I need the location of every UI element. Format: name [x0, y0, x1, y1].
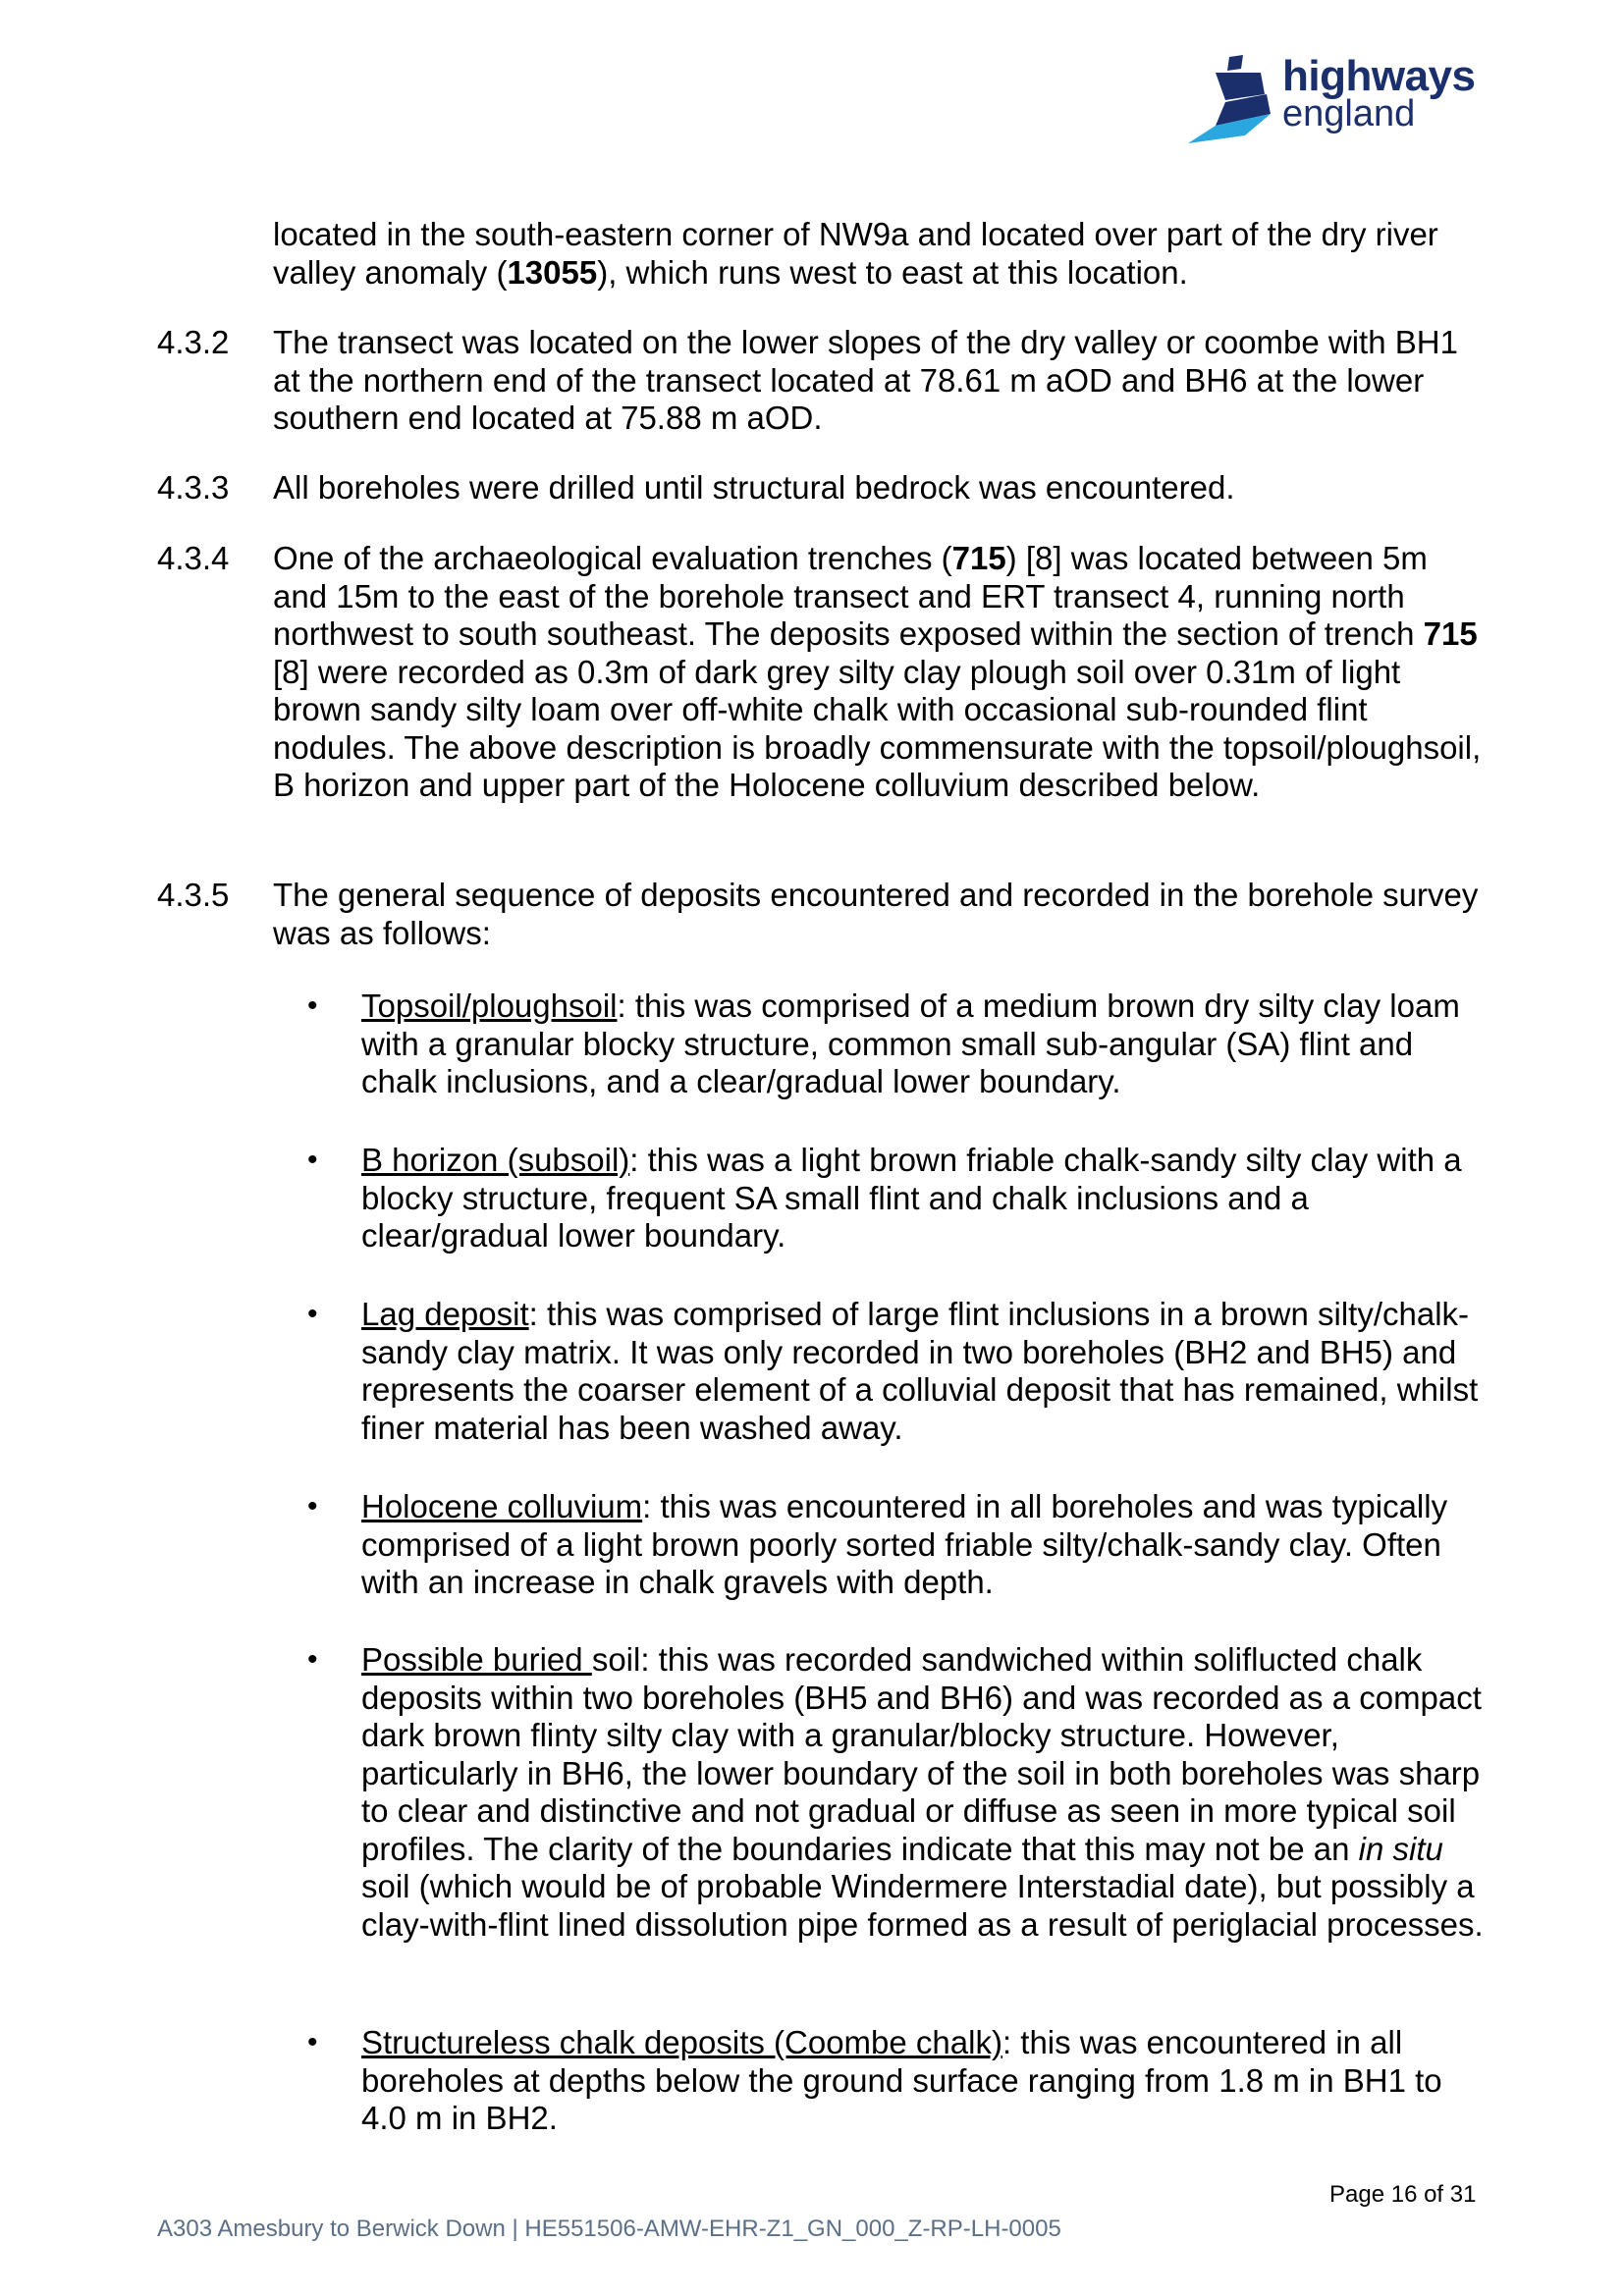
paragraph-text: The transect was located on the lower slopes of the dry valley or coombe with BH1 at the northern end of the transect located at 78.61 m aOD and BH6 at the lower southern end located at 75.88 m aOD.: [273, 324, 1458, 436]
highways-england-logo: [1186, 52, 1481, 145]
logo-line2: england: [1282, 93, 1416, 134]
bullet-term: Structureless chalk deposits (Coombe chalk): [361, 2024, 1002, 2060]
paragraph-number: 4.3.3: [157, 469, 230, 506]
paragraph-text: All boreholes were drilled until structural bedrock was encountered.: [273, 469, 1235, 506]
bullet-icon: •: [307, 2026, 318, 2058]
bullet-icon: •: [307, 1298, 318, 1330]
bullet-term: Possible buried: [361, 1641, 592, 1678]
logo-mark-icon: [1186, 55, 1276, 145]
bullet-term: Holocene colluvium: [361, 1488, 643, 1524]
anomaly-ref: 13055: [507, 253, 598, 291]
paragraph-text: One of the archaeological evaluation trenches (715) [8] was located between 5m and 15m to the east of the borehole transect and ERT transect 4, running north northwest to south southeast. The deposits exposed within the section of trench 715 [8] were recorded as 0.3m of dark grey silty clay plough soil over 0.31m of light brown sandy silty loam over off-white chalk with occasional sub-rounded flint nodules. The above description is broadly commensurate with the topsoil/ploughsoil, B horizon and upper part of the Holocene colluvium described below.: [273, 540, 1482, 803]
bullet-term: Lag deposit: [361, 1296, 529, 1332]
paragraph-number: 4.3.4: [157, 540, 230, 576]
paragraph-number: 4.3.2: [157, 324, 230, 360]
bullet-icon: •: [307, 989, 318, 1022]
bullet-icon: •: [307, 1643, 318, 1676]
bullet-term: B horizon (subsoil): [361, 1142, 630, 1178]
logo-line1: highways: [1282, 52, 1476, 100]
paragraph-number: 4.3.5: [157, 877, 230, 913]
page-number: Page 16 of 31: [1329, 2181, 1477, 2208]
bullet-icon: •: [307, 1490, 318, 1522]
trench-ref: 715: [1423, 615, 1478, 652]
bullet-icon: •: [307, 1144, 318, 1176]
italic-term: in situ: [1358, 1830, 1443, 1867]
bullet-term: Topsoil/ploughsoil: [361, 988, 618, 1024]
paragraph-text: The general sequence of deposits encountered and recorded in the borehole survey was as follows:: [273, 877, 1479, 951]
document-reference: A303 Amesbury to Berwick Down | HE551506-AMW-EHR-Z1_GN_000_Z-RP-LH-0005: [157, 2216, 1061, 2242]
trench-ref: 715: [951, 540, 1006, 576]
